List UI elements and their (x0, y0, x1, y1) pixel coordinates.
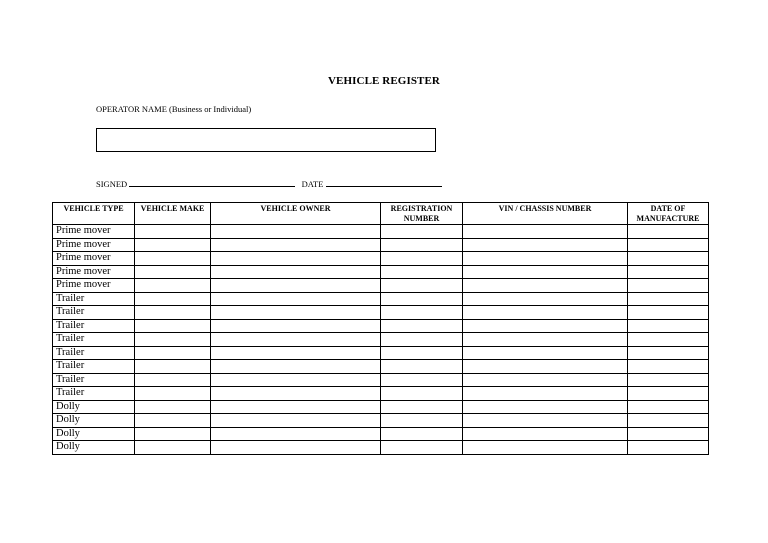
column-header-vin-chassis-number: VIN / CHASSIS NUMBER (463, 203, 628, 225)
cell-vehicle-owner[interactable] (211, 346, 381, 360)
cell-vehicle-owner[interactable] (211, 225, 381, 239)
cell-registration-number[interactable] (381, 306, 463, 320)
column-header-vehicle-owner: VEHICLE OWNER (211, 203, 381, 225)
table-row (53, 306, 709, 320)
cell-vehicle-type: Prime mover (53, 252, 135, 266)
table-row (53, 414, 709, 428)
operator-name-field[interactable] (96, 128, 436, 152)
cell-date-of-manufacture[interactable] (628, 279, 709, 293)
cell-vehicle-owner[interactable] (211, 333, 381, 347)
table-row (53, 400, 709, 414)
cell-registration-number[interactable] (381, 373, 463, 387)
cell-vehicle-type: Trailer (53, 346, 135, 360)
cell-vehicle-type: Dolly (53, 400, 135, 414)
cell-vin-chassis-number[interactable] (463, 279, 628, 293)
cell-date-of-manufacture[interactable] (628, 319, 709, 333)
cell-vehicle-make[interactable] (135, 427, 211, 441)
column-header-date-of-manufacture: DATE OF MANUFACTURE (628, 203, 709, 225)
column-header-vehicle-type: VEHICLE TYPE (53, 203, 135, 225)
cell-vehicle-make[interactable] (135, 238, 211, 252)
cell-vin-chassis-number[interactable] (463, 225, 628, 239)
cell-date-of-manufacture[interactable] (628, 225, 709, 239)
column-header-vehicle-make: VEHICLE MAKE (135, 203, 211, 225)
cell-vin-chassis-number[interactable] (463, 333, 628, 347)
cell-vehicle-make[interactable] (135, 373, 211, 387)
cell-date-of-manufacture[interactable] (628, 427, 709, 441)
cell-date-of-manufacture[interactable] (628, 238, 709, 252)
table-row (53, 360, 709, 374)
cell-vehicle-owner[interactable] (211, 441, 381, 455)
table-body (53, 225, 709, 455)
cell-date-of-manufacture[interactable] (628, 292, 709, 306)
cell-vehicle-type: Dolly (53, 414, 135, 428)
date-label: DATE (301, 179, 324, 189)
cell-vin-chassis-number[interactable] (463, 414, 628, 428)
cell-registration-number[interactable] (381, 400, 463, 414)
cell-date-of-manufacture[interactable] (628, 265, 709, 279)
cell-registration-number[interactable] (381, 333, 463, 347)
cell-vin-chassis-number[interactable] (463, 387, 628, 401)
cell-vin-chassis-number[interactable] (463, 252, 628, 266)
table-row (53, 225, 709, 239)
cell-vin-chassis-number[interactable] (463, 292, 628, 306)
signature-line (96, 178, 442, 189)
cell-vehicle-type: Trailer (53, 373, 135, 387)
cell-vehicle-make[interactable] (135, 346, 211, 360)
cell-vehicle-type: Dolly (53, 427, 135, 441)
cell-vin-chassis-number[interactable] (463, 427, 628, 441)
cell-vin-chassis-number[interactable] (463, 360, 628, 374)
table-header-row (53, 203, 709, 225)
cell-date-of-manufacture[interactable] (628, 252, 709, 266)
table-row (53, 333, 709, 347)
table-row (53, 373, 709, 387)
cell-vehicle-owner[interactable] (211, 373, 381, 387)
cell-vehicle-type: Dolly (53, 441, 135, 455)
cell-vehicle-type: Prime mover (53, 238, 135, 252)
cell-vehicle-owner[interactable] (211, 414, 381, 428)
cell-vehicle-owner[interactable] (211, 306, 381, 320)
cell-date-of-manufacture[interactable] (628, 346, 709, 360)
table-row (53, 292, 709, 306)
table-row (53, 252, 709, 266)
cell-vehicle-type: Trailer (53, 387, 135, 401)
cell-vehicle-make[interactable] (135, 387, 211, 401)
cell-vehicle-owner[interactable] (211, 238, 381, 252)
cell-date-of-manufacture[interactable] (628, 400, 709, 414)
cell-vehicle-make[interactable] (135, 400, 211, 414)
cell-date-of-manufacture[interactable] (628, 333, 709, 347)
cell-date-of-manufacture[interactable] (628, 414, 709, 428)
cell-vehicle-make[interactable] (135, 306, 211, 320)
cell-vehicle-owner[interactable] (211, 252, 381, 266)
table-row (53, 387, 709, 401)
cell-vehicle-owner[interactable] (211, 427, 381, 441)
cell-vehicle-owner[interactable] (211, 292, 381, 306)
cell-vin-chassis-number[interactable] (463, 319, 628, 333)
cell-vehicle-make[interactable] (135, 279, 211, 293)
cell-date-of-manufacture[interactable] (628, 441, 709, 455)
page-title: VEHICLE REGISTER (328, 75, 440, 87)
cell-vin-chassis-number[interactable] (463, 400, 628, 414)
table-row (53, 279, 709, 293)
cell-vehicle-make[interactable] (135, 265, 211, 279)
cell-registration-number[interactable] (381, 319, 463, 333)
cell-registration-number[interactable] (381, 238, 463, 252)
cell-registration-number[interactable] (381, 225, 463, 239)
cell-registration-number[interactable] (381, 265, 463, 279)
cell-registration-number[interactable] (381, 279, 463, 293)
column-header-registration-number: REGISTRATION NUMBER (381, 203, 463, 225)
cell-vin-chassis-number[interactable] (463, 373, 628, 387)
table-row (53, 441, 709, 455)
cell-vehicle-type: Trailer (53, 319, 135, 333)
cell-registration-number[interactable] (381, 360, 463, 374)
cell-vehicle-owner[interactable] (211, 387, 381, 401)
cell-vehicle-type: Trailer (53, 360, 135, 374)
table-row (53, 265, 709, 279)
cell-vehicle-type: Prime mover (53, 225, 135, 239)
signed-field[interactable] (129, 178, 295, 187)
cell-vehicle-owner[interactable] (211, 279, 381, 293)
cell-vehicle-make[interactable] (135, 441, 211, 455)
cell-vehicle-type: Prime mover (53, 265, 135, 279)
cell-vin-chassis-number[interactable] (463, 346, 628, 360)
table-row (53, 427, 709, 441)
cell-vehicle-owner[interactable] (211, 360, 381, 374)
cell-vehicle-type: Trailer (53, 306, 135, 320)
cell-date-of-manufacture[interactable] (628, 306, 709, 320)
table-row (53, 346, 709, 360)
cell-date-of-manufacture[interactable] (628, 360, 709, 374)
cell-vehicle-type: Prime mover (53, 279, 135, 293)
cell-vin-chassis-number[interactable] (463, 441, 628, 455)
cell-registration-number[interactable] (381, 387, 463, 401)
cell-registration-number[interactable] (381, 252, 463, 266)
cell-registration-number[interactable] (381, 346, 463, 360)
operator-name-label: OPERATOR NAME (Business or Individual) (96, 104, 252, 114)
cell-registration-number[interactable] (381, 414, 463, 428)
cell-vin-chassis-number[interactable] (463, 265, 628, 279)
cell-vehicle-make[interactable] (135, 333, 211, 347)
cell-vehicle-make[interactable] (135, 414, 211, 428)
cell-date-of-manufacture[interactable] (628, 373, 709, 387)
cell-vehicle-make[interactable] (135, 319, 211, 333)
cell-vin-chassis-number[interactable] (463, 238, 628, 252)
cell-vehicle-type: Trailer (53, 292, 135, 306)
cell-vehicle-type: Trailer (53, 333, 135, 347)
cell-vehicle-make[interactable] (135, 360, 211, 374)
cell-vehicle-owner[interactable] (211, 265, 381, 279)
cell-vin-chassis-number[interactable] (463, 306, 628, 320)
cell-vehicle-owner[interactable] (211, 400, 381, 414)
cell-vehicle-make[interactable] (135, 252, 211, 266)
date-field[interactable] (326, 178, 442, 187)
cell-registration-number[interactable] (381, 427, 463, 441)
cell-registration-number[interactable] (381, 441, 463, 455)
cell-vehicle-make[interactable] (135, 225, 211, 239)
cell-date-of-manufacture[interactable] (628, 387, 709, 401)
table-row (53, 319, 709, 333)
cell-registration-number[interactable] (381, 292, 463, 306)
cell-vehicle-make[interactable] (135, 292, 211, 306)
signed-label: SIGNED (96, 179, 128, 189)
vehicle-register-table (52, 202, 709, 455)
table-row (53, 238, 709, 252)
cell-vehicle-owner[interactable] (211, 319, 381, 333)
